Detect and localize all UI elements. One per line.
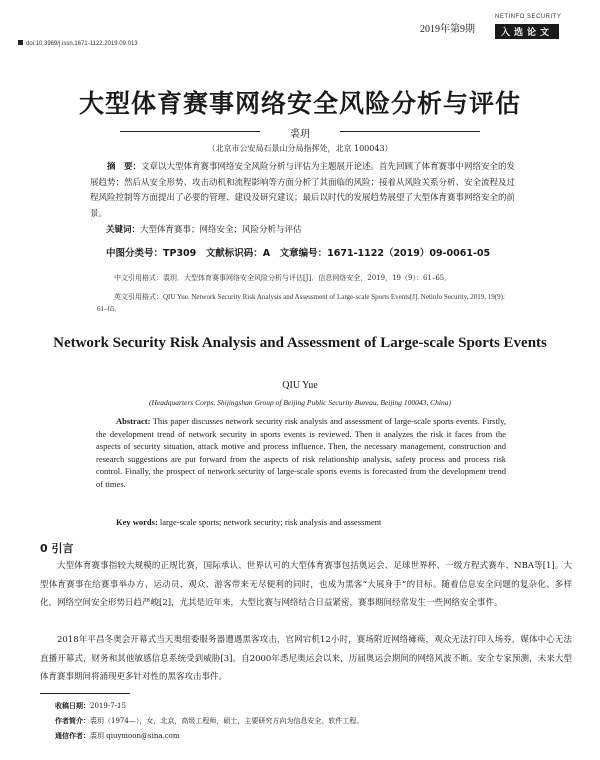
footnote-author-bio <box>55 716 363 726</box>
journal-english-name: NETINFO SECURITY <box>495 14 562 20</box>
keywords-cn <box>106 223 526 235</box>
footnote-received <box>55 701 126 711</box>
body-paragraph: 大型体育赛事指较大规模的正规比赛，国际承认、世界认可的大型体育赛事包括奥运会、足球世界杯、一级方程式赛车、NBA等[1]。大型体育赛事在给赛事举办方、运动员、观众、游客带来无尽便利的同时，也成为黑客“大展身手”的目标。随着信息安全问题的复杂化、多样化，网络空间安全形势日趋严峻[2]，尤其是近年来，大型比赛与网络结合日益紧密，赛事期间经常发生一些网络安全事件。 <box>40 561 572 608</box>
paper-title-cn: 大型体育赛事网络安全风险分析与评估 <box>78 89 521 118</box>
paper-title-en: Network Security Risk Analysis and Assessment of Large-scale Sports Events <box>53 335 547 351</box>
abstract-cn-text: 文章以大型体育赛事网络安全风险分析与评估为主题展开论述。首先回顾了体育赛事中网络安全的发展趋势；然后从安全形势、攻击动机和流程影响等方面分析了其面临的风险；接着从风险关系分析、安全流程及过程风险控制等方面提出了必要的管理、建设及研究建议；最后以时代的发展趋势展望了大型体育赛事网络安全的前景。 <box>90 162 516 219</box>
footnote-text: 裘玥（1974—），女，北京，高级工程师，硕士，主要研究方向为信息安全、软件工程。 <box>90 717 364 725</box>
journal-header-block <box>495 14 595 39</box>
author-cn: 裘玥 <box>290 129 310 140</box>
keywords-en-text: large-scale sports; network security; risk analysis and assessment <box>157 517 382 527</box>
keywords-en <box>116 517 516 527</box>
footnote-label: 通信作者： <box>55 732 90 740</box>
classification-line: 中图分类号：TP309 文献标识码：A 文章编号：1671-1122（2019）09-0061-05 <box>106 248 491 259</box>
citation-cn: 中文引用格式：裘玥．大型体育赛事网络安全风险分析与评估[J]．信息网络安全，2019，19（9）：61–65． <box>114 274 452 282</box>
square-bullet-icon <box>18 40 23 45</box>
footnote-text: 裘玥 qiuymoon@sina.com <box>90 732 180 740</box>
footnote-rule <box>40 693 130 694</box>
affiliation-cn: （北京市公安局石景山分局指挥处，北京 100043） <box>207 144 393 153</box>
body-paragraph: 2018年平昌冬奥会开幕式当天奥组委服务器遭遇黑客攻击，官网宕机12小时，赛场附近网络瘫痪，观众无法打印入场券，媒体中心无法直播开幕式，财务和其他敏感信息系统受到威胁[3]。自2000年悉尼奥运会以来，历届奥运会期间的网络风波不断。安全专家预测，未来大型体育赛事期间将涌现更多针对性的黑客攻击事件。 <box>40 635 572 682</box>
doi-text: doi:10.3969/j.issn.1671-1122.2019.09.013 <box>26 41 138 47</box>
doi-line <box>18 40 138 47</box>
abstract-en-text: This paper discusses network security risk analysis and assessment of large-scale sports events. Firstly, the development trend of network security in sports events is reviewed. Then it analyzes the risk it faces from the aspects of security situation, attack motive and process influence. Then, the necessary management, construction and research suggestions are put forward from the aspects of risk relationship analysis, safety process and process risk control. Finally, the prospect of network security of large-scale sports events is forecasted from the development trend of times. <box>96 416 506 489</box>
abstract-en <box>96 415 506 490</box>
affiliation-en: (Headquarters Corps, Shijingshan Group of Beijing Public Security Bureau, Beijing 100043, China) <box>149 398 451 407</box>
footnote-text: 2019-7-15 <box>90 702 126 710</box>
keywords-cn-label: 关键词： <box>106 225 141 235</box>
abstract-en-label: Abstract: <box>116 416 151 426</box>
keywords-cn-text: 大型体育赛事；网络安全；风险分析与评估 <box>140 225 302 235</box>
footnote-label: 作者简介： <box>55 717 90 725</box>
abstract-cn-label: 摘 要： <box>107 162 142 172</box>
footnote-corresponding <box>55 731 180 741</box>
column-badge: 入选论文 <box>495 24 559 39</box>
footnote-label: 收稿日期： <box>55 702 90 710</box>
citation-en: 英文引用格式：QIU Yue. Network Security Risk Analysis and Assessment of Large-scale Sports Events[J]. Netinfo Security, 2019, 19(9): 61–65. <box>97 293 505 313</box>
keywords-en-label: Key words: <box>116 517 158 527</box>
section-heading: 0 引言 <box>40 542 74 555</box>
author-en: QIU Yue <box>282 380 318 391</box>
journal-issue: 2019年第9期 <box>420 24 475 35</box>
abstract-cn <box>90 160 520 222</box>
